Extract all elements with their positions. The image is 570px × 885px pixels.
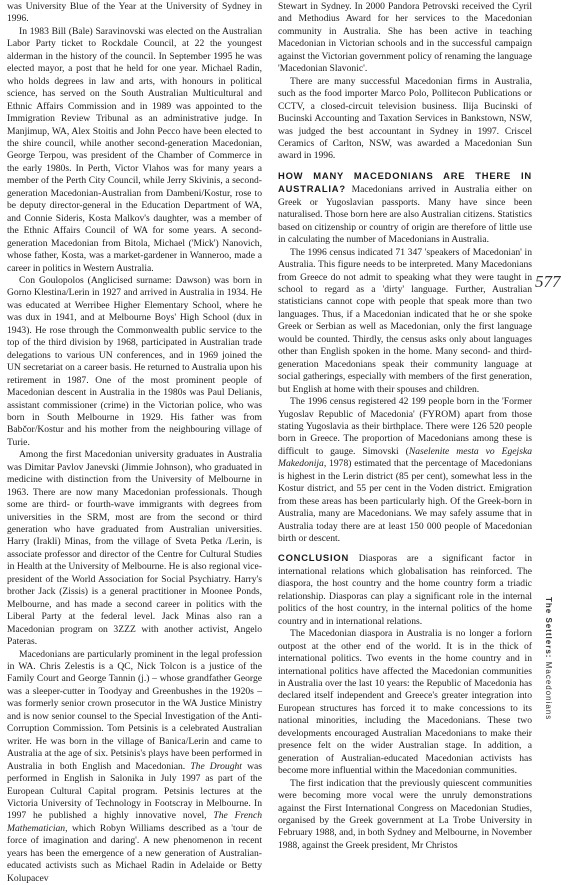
paragraph-text: was University Blue of the Year at the University of Sydney in 1996. <box>7 1 262 25</box>
left-paragraph <box>7 649 262 885</box>
paragraph-text: Among the first Macedonian university graduates in Australia was Dimitar Pavlov Janevski (Jimmie Johnson), who graduated in medicine with distinction from the University of Melbourne in 1963. There are now many Macedonian professionals. Though some are third- or fourth-wave immigrants with degrees from universities in the SRM, most are from the second or third generation who have graduated from Australian universities. Harry (Irakli) Minas, from the village of Sveta Petka /Lerin, is associate professor and director of the Centre for Cultural Studies in Health at the University of Melbourne. He is also regional vice-president of the World Association for Social Psychiatry. Harry's brother Jack (Zissis) is a general practitioner in Moonee Ponds, Melbourne, and has made a second career in politics with the Liberal Party at the federal level. Jack Minas also ran a Macedonian program on 3ZZZ with another activist, Angelo Pateras. <box>7 449 262 648</box>
right-text-column <box>278 1 532 852</box>
left-paragraph <box>7 1 262 26</box>
right-paragraph <box>278 170 532 247</box>
section-heading: CONCLUSION <box>278 552 350 564</box>
right-paragraph <box>278 396 532 545</box>
paragraph-text: Con Goulopolos (Anglicised surname: Dawson) was born in Gorno Klestina/Lerin in 1927 and arrived in Australia in 1934. He was educated at Werribee Higher Elementary School, where he was dux in 1941, and at Melbourne Boys' High School (dux in 1943). He rose through the Commonwealth public service to the top of the third division by 1968, participated in Australian trade delegations to various UN conferences, and in 1969 joined the UN secretariat on a career basis. He returned to Australia upon his retirement in 1987. One of the most prominent people of Macedonian descent in Australia in the 1980s was Paul Delianis, assistant commissioner (crime) in the Victorian police, who was born in South Melbourne in 1929. His father was from Babčor/Kostur and his mother from the neighbouring village of Turie. <box>7 274 262 448</box>
running-head <box>544 597 553 720</box>
paragraph-text: Macedonians arrived in Australia either on Greek or Yugoslavian passports. Many have since been naturalised. Those born here are also Australian citizens. Statistics based on citizenship or country of origin are therefore of little use in calculating the number of Macedonians in Australia. <box>278 184 532 246</box>
right-paragraph <box>278 1 532 76</box>
right-paragraph <box>278 628 532 777</box>
paragraph-text: Stewart in Sydney. In 2000 Pandora Petrovski received the Cyril and Methodius Award for her services to the Macedonian community in Australia. She has been active in teaching Macedonian in Victorian schools and in the successful campaign against the Victorian government policy of renaming the language 'Macedonian Slavonic'. <box>278 1 532 75</box>
left-paragraph <box>7 26 262 275</box>
paragraph-text: The first indication that the previously quiescent communities were becoming more vocal were the unruly demonstrations against the First International Congress on Macedonian Studies, organised by the Greek government at La Trobe University in February 1988, and, in both Sydney and Melbourne, in November 1988, against the Greek president, Mr Christos <box>278 777 532 851</box>
paragraph-text: There are many successful Macedonian firms in Australia, such as the food importer Marco Polo, Pollitecon Publications or CCTV, a closed-circuit television business. Ilija Bucinski of Bucinski Accounting and Taxation Services in Bankstown, NSW, was judged the best accountant in Sydney in 1997. Criscel Ceramics of Carlton, NSW, was awarded a Macedonian Sun award in 1996. <box>278 75 532 162</box>
page-number: 577 <box>535 272 561 291</box>
paragraph-text: In 1983 Bill (Bale) Saravinovski was elected on the Australian Labor Party ticket to Rockdale Council, at 22 the youngest alderman in the history of the council. In September 1995 he was elected mayor, a post that he held for one year. Michael Radin, who holds degrees in law and arts, with honours in political science, has served on the South Australian Multicultural and Ethnic Affairs Commission and in 1989 was appointed to the Immigration Review Tribunal as an administrative judge. In Manjimup, WA, Alex Stoitis and John Pecco have been elected to the shire council, while another second-generation Macedonian, George Terpou, was president of the Chamber of Commerce in the early 1980s. In Perth, Victor Vlahos was for many years a member of the Perth City Council, while Jerry Skivinis, a second-generation Macedonian-Australian from Dambeni/Kostur, rose to be deputy director-general in the Education Department of WA, and Connie Sideris, Kosta Malkov's daughter, was a member of the Ethnic Affairs Council of WA for some years. A second-generation Macedonian from Bitola, Michael ('Mick') Nanovich, whose father, Kosta, was a market-gardener in Wanneroo, made a career in politics in Western Australia. <box>7 25 262 274</box>
paragraph-text: The Macedonian diaspora in Australia is no longer a forlorn outpost at the other end of the world. It is in the thick of international politics. Two events in the home country and in international politics have affected the Macedonian communities in Australia over the last 10 years: the Republic of Macedonia has declared itself independent and Greece's greater integration into European structures has forced it to make concessions to its national minorities, including the Macedonians. These two developments encouraged Australian Macedonians to make their presence felt on the wider Australian stage. In addition, a generation of Australian-educated Macedonian activists has become more influential within the Macedonian communities. <box>278 628 532 777</box>
running-head-section: Macedonians <box>544 661 553 721</box>
right-paragraph <box>278 552 532 628</box>
left-paragraph <box>7 275 262 449</box>
right-paragraph <box>278 778 532 853</box>
paragraph-text: Diasporas are a significant factor in international relations which globalisation has reinforced. The diaspora, the host country and the home country form a triadic relationship. Diasporas can play a significant role in the internal politics of the host country, in the internal politics of the home country and in international relations. <box>278 553 532 627</box>
section-heading: HOW MANY MACEDONIANS ARE THERE IN AUSTRALIA? <box>278 169 532 195</box>
right-paragraph <box>278 247 532 396</box>
left-paragraph <box>7 449 262 648</box>
running-head-book: The Settlers: <box>544 597 553 659</box>
left-text-column <box>7 1 262 885</box>
paragraph-text: The 1996 census registered 42 199 people born in the 'Former Yugoslav Republic of Macedonia' (FYROM) apart from those stating Yugoslavia as their birthplace. There were 126 520 people born in Greece. The proportion of Macedonians among these is difficult to gauge. Simovski (Naselenite mesta vo Egejska Makedonija, 1978) estimated that the percentage of Macedonians is highest in the Lerin district (85 per cent), somewhat less in the Kostur district, and 55 per cent in the Voden district. Emigration from these areas has been particularly high. Of the Greek-born in Australia, many are Macedonians. We may safely assume that in Australia today there are at least 150 000 people of Macedonian birth or descent. <box>278 396 533 545</box>
paragraph-text: The 1996 census indicated 71 347 'speakers of Macedonian' in Australia. This figure needs to be interpreted. Many Macedonians from Greece do not admit to speaking what they were taught in school to regard as a 'dirty' language. Further, Australian statisticians cannot cope with people that speak more than two languages. Thus, if a Macedonian indicated that he or she spoke Greek or Serbian as well as Macedonian, only the first language would be counted. Thirdly, the census asks only about languages other than English spoken in the home. Many second- and third-generation Macedonians speak their community language at social gatherings, especially with members of the first generation, but English at home with their spouses and children. <box>278 246 532 395</box>
right-paragraph <box>278 76 532 163</box>
paragraph-text: Macedonians are particularly prominent in the legal profession in WA. Chris Zelestis is a QC, Nick Tolcon is a justice of the Family Court and George Tannin (j.) – whose grandfather George was a sleeper-cutter in Toodyay and Greenbushes in the 1920s – was formerly senior crown prosecutor in the WA Justice Ministry and is now senior counsel to the Special Investigation of the Anti-Corruption Commission. Tom Petsinis is a celebrated Australian writer. He was born in the village of Banica/Lerin and came to Australia at the age of six. Petsinis's plays have been performed in Australia in both English and Macedonian. The Drought was performed in English in Salonika in July 1997 as part of the European Cultural Capital program. Petsinis lectures at the Victoria University of Technology in Footscray in Melbourne. In 1997 he published a highly innovative novel, The French Mathematician, which Robyn Williams described as a 'tour de force of imagination and daring'. A new phenomenon in recent years has been the emergence of a new generation of Australian-educated activists such as Michael Radin in Adelaide or Betty Kolupacev <box>7 648 262 884</box>
